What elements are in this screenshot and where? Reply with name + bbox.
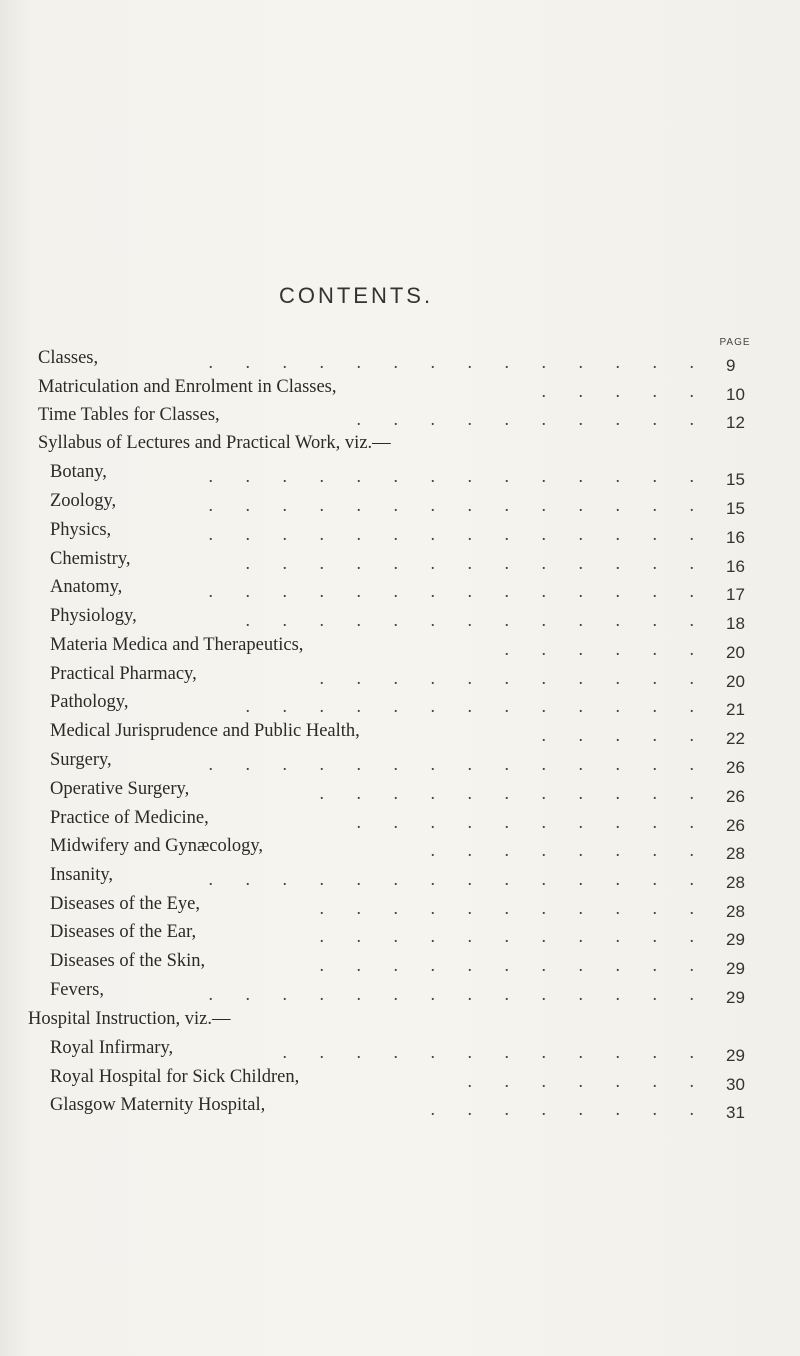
toc-entry-label: Zoology, — [50, 491, 117, 511]
toc-entry — [0, 460, 800, 490]
leader-dots: . . . . . . . . . . . . . . — [208, 495, 708, 515]
toc-entry-page: 10 — [726, 385, 745, 404]
leader-dots: . . . . . . . . . . . . . . — [208, 466, 708, 486]
toc-entry-page: 21 — [726, 700, 745, 719]
toc-entry — [0, 806, 800, 836]
toc-entry — [0, 547, 800, 577]
toc-entry — [0, 431, 800, 461]
page-title: CONTENTS. — [278, 283, 434, 308]
toc-entry-label: Physics, — [50, 520, 112, 540]
toc-entry-page: 31 — [726, 1103, 745, 1122]
leader-dots: . . . . . . . . . . — [356, 409, 708, 429]
toc-entry-label: Time Tables for Classes, — [38, 405, 220, 425]
toc-entry-label: Syllabus of Lectures and Practical Work, viz.— — [38, 433, 391, 453]
toc-entry-label: Diseases of the Eye, — [50, 894, 201, 914]
toc-entry — [0, 920, 800, 950]
leader-dots: . . . . . . . . . . . . . . — [208, 754, 708, 774]
toc-entry-label: Diseases of the Skin, — [50, 951, 206, 971]
toc-entry-page: 18 — [726, 614, 745, 633]
toc-entry — [0, 633, 800, 663]
toc-entry-page: 28 — [726, 873, 745, 892]
toc-entry-label: Botany, — [50, 462, 107, 482]
leader-dots: . . . . . — [541, 381, 708, 401]
toc-entry-label: Midwifery and Gynæcology, — [50, 836, 264, 856]
toc-entry-page: 26 — [726, 758, 745, 777]
toc-entry-label: Glasgow Maternity Hospital, — [50, 1095, 266, 1115]
leader-dots: . . . . . . . . . . . — [319, 955, 708, 975]
toc-entry-label: Classes, — [38, 348, 99, 368]
toc-entry — [0, 892, 800, 922]
toc-entry-page: 15 — [726, 470, 745, 489]
toc-entry-page: 26 — [726, 816, 745, 835]
toc-entry-label: Royal Hospital for Sick Children, — [50, 1067, 300, 1087]
toc-entry-page: 16 — [726, 557, 745, 576]
page-column-header: PAGE — [719, 337, 751, 348]
toc-entry-label: Matriculation and Enrolment in Classes, — [38, 377, 337, 397]
toc-entry-label: Pathology, — [50, 692, 129, 712]
leader-dots: . . . . . — [541, 725, 708, 745]
toc-entry — [0, 346, 800, 376]
toc-entry — [0, 1093, 800, 1123]
toc-entry — [0, 690, 800, 720]
toc-entry — [0, 575, 800, 605]
toc-entry-label: Materia Medica and Therapeutics, — [50, 635, 304, 655]
toc-entry-page: 29 — [726, 930, 745, 949]
toc-entry-label: Royal Infirmary, — [50, 1038, 174, 1058]
toc-entry — [0, 719, 800, 749]
leader-dots: . . . . . . . . . . . . . . — [208, 869, 708, 889]
toc-entry-page: 30 — [726, 1075, 745, 1094]
toc-entry-label: Chemistry, — [50, 549, 131, 569]
leader-dots: . . . . . . . . . . . . . . — [208, 984, 708, 1004]
leader-dots: . . . . . . . . . . . . . — [245, 553, 708, 573]
toc-entry — [0, 777, 800, 807]
toc-entry-page: 16 — [726, 528, 745, 547]
toc-entry — [0, 1065, 800, 1095]
toc-entry-page: 15 — [726, 499, 745, 518]
toc-entry-label: Operative Surgery, — [50, 779, 190, 799]
toc-entry — [0, 748, 800, 778]
toc-entry-label: Physiology, — [50, 606, 137, 626]
toc-entry-label: Practical Pharmacy, — [50, 664, 197, 684]
toc-entry — [0, 403, 800, 433]
toc-entry-page: 9 — [726, 356, 736, 375]
leader-dots: . . . . . . . . . . . — [319, 668, 708, 688]
toc-entry-page: 12 — [726, 413, 745, 432]
toc-entry-label: Diseases of the Ear, — [50, 922, 197, 942]
toc-entry — [0, 489, 800, 519]
toc-entry-label: Insanity, — [50, 865, 114, 885]
toc-entry — [0, 834, 800, 864]
toc-entry-page: 28 — [726, 844, 745, 863]
toc-entry-page: 29 — [726, 988, 745, 1007]
toc-entry — [0, 604, 800, 634]
toc-entry — [0, 1036, 800, 1066]
leader-dots: . . . . . . . . . . . . . — [245, 610, 708, 630]
leader-dots: . . . . . . . . . . . . . . — [208, 524, 708, 544]
leader-dots: . . . . . . . . . . . . — [282, 1042, 708, 1062]
toc-entry-page: 20 — [726, 672, 745, 691]
toc-entry-label: Practice of Medicine, — [50, 808, 209, 828]
toc-entry-label: Medical Jurisprudence and Public Health, — [50, 721, 360, 741]
leader-dots: . . . . . . . . . . . . . . — [208, 581, 708, 601]
toc-entry — [0, 863, 800, 893]
leader-dots: . . . . . . . . . . — [356, 812, 708, 832]
leader-dots: . . . . . . . . . . . . . . — [208, 352, 708, 372]
toc-entry — [0, 1007, 800, 1037]
toc-entry-label: Fevers, — [50, 980, 104, 1000]
toc-entry-label: Hospital Instruction, viz.— — [28, 1009, 231, 1029]
leader-dots: . . . . . . . . . . . — [319, 783, 708, 803]
leader-dots: . . . . . . . . — [430, 1099, 708, 1119]
toc-entry — [0, 375, 800, 405]
toc-entry-page: 29 — [726, 1046, 745, 1065]
leader-dots: . . . . . . . . . . . — [319, 926, 708, 946]
toc-entry-page: 26 — [726, 787, 745, 806]
toc-entry — [0, 949, 800, 979]
toc-entry-page: 28 — [726, 902, 745, 921]
toc-entry-label: Anatomy, — [50, 577, 123, 597]
leader-dots: . . . . . . — [504, 639, 708, 659]
leader-dots: . . . . . . . . . . . . . — [245, 696, 708, 716]
leader-dots: . . . . . . . . — [430, 840, 708, 860]
toc-entry-page: 29 — [726, 959, 745, 978]
toc-entry-page: 17 — [726, 585, 745, 604]
toc-entry-page: 22 — [726, 729, 745, 748]
leader-dots: . . . . . . . . . . . — [319, 898, 708, 918]
toc-entry-page: 20 — [726, 643, 745, 662]
toc-entry — [0, 978, 800, 1008]
toc-entry — [0, 662, 800, 692]
toc-entry — [0, 518, 800, 548]
toc-entry-label: Surgery, — [50, 750, 112, 770]
leader-dots: . . . . . . . — [467, 1071, 708, 1091]
